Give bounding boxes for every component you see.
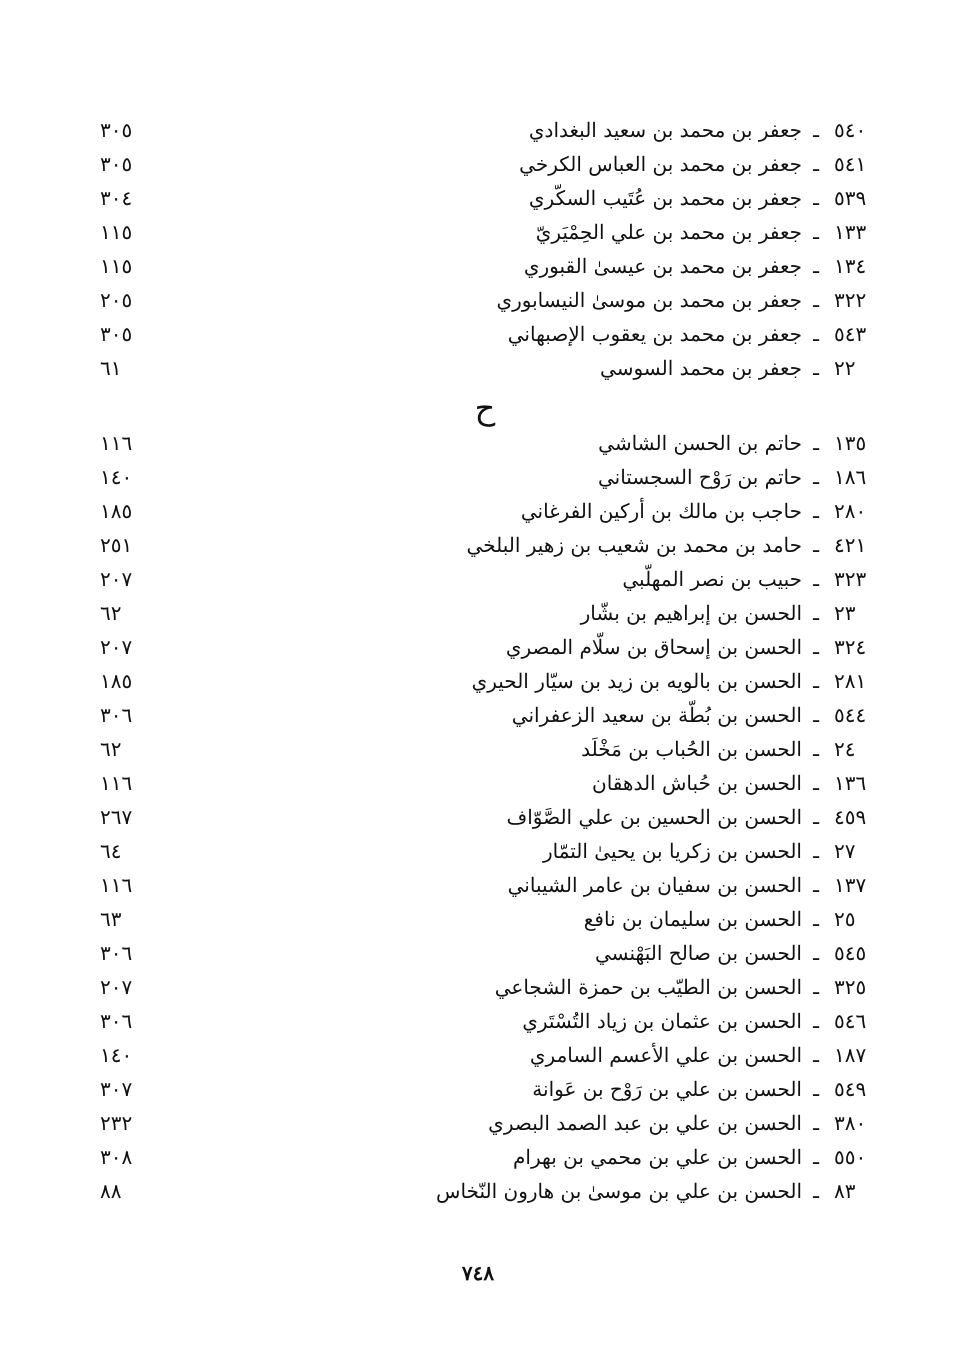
entry-page: ٣٠٥ — [100, 322, 133, 346]
entry-name: جعفر بن محمد بن علي الحِمْيَريّ — [535, 220, 802, 244]
entry-dash: ـ — [813, 703, 819, 727]
index-entry — [100, 283, 870, 317]
entry-name: الحسن بن بالويه بن زيد بن سيّار الحيري — [471, 669, 802, 693]
index-entry — [100, 1106, 870, 1140]
index-entry — [100, 460, 870, 494]
entry-number: ٥٥٠ — [834, 1145, 867, 1169]
index-entry — [100, 1208, 870, 1242]
entry-number: ٥٤٤ — [834, 703, 867, 727]
entry-dash: ـ — [813, 499, 819, 523]
entry-number: ٨٣ — [834, 1179, 856, 1203]
entry-number: ١٣٤ — [834, 254, 867, 278]
entry-name: الحسن بن زكريا بن يحيىٰ التمّار — [542, 839, 802, 863]
index-entry — [100, 528, 870, 562]
entry-page: ١٤٠ — [100, 465, 133, 489]
entry-number: ٥٣٩ — [834, 186, 867, 210]
index-entry — [100, 664, 870, 698]
entry-name: جعفر بن محمد بن يعقوب الإصبهاني — [507, 322, 802, 346]
index-entry — [100, 630, 870, 664]
index-entry — [100, 426, 870, 460]
entry-dash: ـ — [813, 152, 819, 176]
entry-number: ٣٨٠ — [834, 1111, 867, 1135]
entry-number: ٥٤٣ — [834, 322, 867, 346]
entry-dash: ـ — [813, 907, 819, 931]
entry-number: ٥٤٦ — [834, 1009, 867, 1033]
entry-number: ١٨٦ — [834, 465, 867, 489]
entry-page: ٦١ — [100, 356, 122, 380]
index-entry — [100, 766, 870, 800]
entry-name: جعفر بن محمد بن سعيد البغدادي — [528, 118, 802, 142]
index-entry — [100, 181, 870, 215]
entry-number: ٥٤٥ — [834, 941, 867, 965]
index-entry — [100, 317, 870, 351]
entry-page: ٦٢ — [100, 737, 122, 761]
entry-dash: ـ — [813, 356, 819, 380]
entry-dash: ـ — [813, 1077, 819, 1101]
entry-dash: ـ — [813, 941, 819, 965]
entry-number: ٥٤١ — [834, 152, 867, 176]
entry-dash: ـ — [813, 975, 819, 999]
entry-number: ٣٢٢ — [834, 288, 867, 312]
entry-name: جعفر بن محمد بن موسىٰ النيسابوري — [496, 288, 802, 312]
entry-page: ٦٢ — [100, 601, 122, 625]
entry-page: ٢٣٢ — [100, 1111, 133, 1135]
entry-page: ٣٠٦ — [100, 703, 133, 727]
entry-number: ١٣٥ — [834, 431, 867, 455]
entry-page: ٣٠٥ — [100, 118, 133, 142]
entry-dash: ـ — [813, 601, 819, 625]
entry-name: الحسن بن علي الأعسم السامري — [529, 1043, 802, 1067]
entry-number: ٤٥٩ — [834, 805, 867, 829]
entry-number: ٤٢١ — [834, 533, 867, 557]
index-entry — [100, 902, 870, 936]
entry-name: الحسن بن حُباش الدهقان — [592, 771, 802, 795]
index-entry — [100, 1140, 870, 1174]
entry-page: ٣٠٤ — [100, 186, 133, 210]
index-entry — [100, 596, 870, 630]
entry-dash: ـ — [813, 737, 819, 761]
entry-name: الحسن بن صالح البَهْنسي — [594, 941, 802, 965]
entry-page: ٢٦٧ — [100, 805, 133, 829]
entry-name: حاجب بن مالك بن أركين الفرغاني — [520, 499, 802, 523]
entry-dash: ـ — [813, 669, 819, 693]
entry-name: الحسن بن الطيّب بن حمزة الشجاعي — [494, 975, 802, 999]
entry-dash: ـ — [813, 567, 819, 591]
entry-name: الحسن بن بُطّة بن سعيد الزعفراني — [511, 703, 802, 727]
entry-dash: ـ — [813, 1145, 819, 1169]
entry-number: ٢٨٠ — [834, 499, 867, 523]
entry-dash: ـ — [813, 220, 819, 244]
entry-page: ٣٠٧ — [100, 1077, 133, 1101]
index-entry — [100, 732, 870, 766]
entry-number: ١٨٧ — [834, 1043, 867, 1067]
entry-page: ١١٥ — [100, 220, 133, 244]
index-entry — [100, 970, 870, 1004]
entry-dash: ـ — [813, 805, 819, 829]
entry-page: ٢٠٧ — [100, 635, 133, 659]
entry-dash: ـ — [813, 771, 819, 795]
index-entry — [100, 868, 870, 902]
entry-page: ٦٤ — [100, 839, 122, 863]
entry-name: الحسن بن علي بن رَوْح بن عَوانة — [532, 1077, 802, 1101]
entry-page: ٢٠٧ — [100, 975, 133, 999]
entry-page: ٢٥١ — [100, 533, 133, 557]
entry-page: ٣٠٥ — [100, 152, 133, 176]
entry-number: ٢٤ — [834, 737, 856, 761]
entry-page: ٣٠٦ — [100, 1009, 133, 1033]
entry-page: ٢٠٧ — [100, 567, 133, 591]
entry-page: ١١٦ — [100, 873, 133, 897]
entry-name: جعفر بن محمد بن العباس الكرخي — [519, 152, 802, 176]
entry-number: ٢٣ — [834, 601, 856, 625]
entry-name: جعفر بن محمد السوسي — [600, 356, 802, 380]
entry-name: حبيب بن نصر المهلّبي — [622, 567, 802, 591]
entry-name: حاتم بن رَوْح السجستاني — [597, 465, 802, 489]
index-entry — [100, 936, 870, 970]
entry-name: الحسن بن علي بن محمي بن بهرام — [513, 1145, 802, 1169]
entry-name: الحسن بن الحسين بن علي الصَّوّاف — [506, 805, 802, 829]
entry-name: جعفر بن محمد بن عيسىٰ القبوري — [523, 254, 802, 278]
index-entry — [100, 113, 870, 147]
entry-number: ٣٢٤ — [834, 635, 867, 659]
index-entry — [100, 249, 870, 283]
index-entry — [100, 800, 870, 834]
entry-page: ١١٦ — [100, 431, 133, 455]
entry-page: ١١٦ — [100, 771, 133, 795]
index-entry — [100, 351, 870, 385]
entry-page: ٣٠٦ — [100, 941, 133, 965]
entry-number: ٥٤٩ — [834, 1077, 867, 1101]
entry-name: الحسن بن إبراهيم بن بشّار — [580, 601, 802, 625]
entry-name: حامد بن محمد بن شعيب بن زهير البلخي — [466, 533, 802, 557]
entry-page: ٦٣ — [100, 907, 122, 931]
entry-name: الحسن بن سليمان بن نافع — [583, 907, 802, 931]
entry-dash: ـ — [813, 288, 819, 312]
entry-number: ١٣٦ — [834, 771, 867, 795]
index-entry — [100, 562, 870, 596]
entry-dash: ـ — [813, 1111, 819, 1135]
entry-number: ٢٧ — [834, 839, 856, 863]
entry-name: الحسن بن إسحاق بن سلّام المصري — [505, 635, 802, 659]
entry-dash: ـ — [813, 839, 819, 863]
entry-name: حاتم بن الحسن الشاشي — [598, 431, 802, 455]
entry-dash: ـ — [813, 533, 819, 557]
index-entry — [100, 494, 870, 528]
entry-dash: ـ — [813, 254, 819, 278]
entry-dash: ـ — [813, 873, 819, 897]
entry-number: ١٣٣ — [834, 220, 867, 244]
page-number: ٧٤٨ — [461, 1261, 495, 1285]
entry-page: ١٤٠ — [100, 1043, 133, 1067]
entry-name: الحسن بن سفيان بن عامر الشيباني — [507, 873, 802, 897]
entry-number: ١٣٧ — [834, 873, 867, 897]
entry-dash: ـ — [813, 465, 819, 489]
entry-number: ٥٤٠ — [834, 118, 867, 142]
entry-dash: ـ — [813, 1179, 819, 1203]
entry-dash: ـ — [813, 1043, 819, 1067]
entry-name: جعفر بن محمد بن عُتَيب السكّري — [528, 186, 802, 210]
index-entry — [100, 215, 870, 249]
index-entry — [100, 1174, 870, 1208]
entry-name: الحسن بن عثمان بن زياد التُسْتَري — [522, 1009, 802, 1033]
entry-number: ٣٢٥ — [834, 975, 867, 999]
entry-name: الحسن بن علي بن عبد الصمد البصري — [488, 1111, 802, 1135]
entry-name: الحسن بن الحُباب بن مَخْلَد — [581, 737, 802, 761]
index-entry — [100, 147, 870, 181]
entry-name: الحسن بن علي بن موسىٰ بن هارون النّخاس — [436, 1179, 802, 1203]
entry-number: ٢٢ — [834, 356, 856, 380]
entry-dash: ـ — [813, 186, 819, 210]
entry-page: ١٨٥ — [100, 669, 133, 693]
entry-number: ٣٢٣ — [834, 567, 867, 591]
entry-dash: ـ — [813, 635, 819, 659]
entry-dash: ـ — [813, 322, 819, 346]
entry-dash: ـ — [813, 431, 819, 455]
entry-dash: ـ — [813, 118, 819, 142]
entry-page: ١٨٥ — [100, 499, 133, 523]
index-entry — [100, 1004, 870, 1038]
section-letter: ح — [474, 389, 496, 427]
index-entry — [100, 698, 870, 732]
entry-number: ٢٨١ — [834, 669, 867, 693]
index-entry — [100, 1038, 870, 1072]
entry-page: ٢٠٥ — [100, 288, 133, 312]
entry-page: ٨٨ — [100, 1179, 122, 1203]
entry-page: ٣٠٨ — [100, 1145, 133, 1169]
entry-number: ٢٥ — [834, 907, 856, 931]
index-entry — [100, 834, 870, 868]
entry-dash: ـ — [813, 1009, 819, 1033]
index-entry — [100, 1072, 870, 1106]
entry-page: ١١٥ — [100, 254, 133, 278]
